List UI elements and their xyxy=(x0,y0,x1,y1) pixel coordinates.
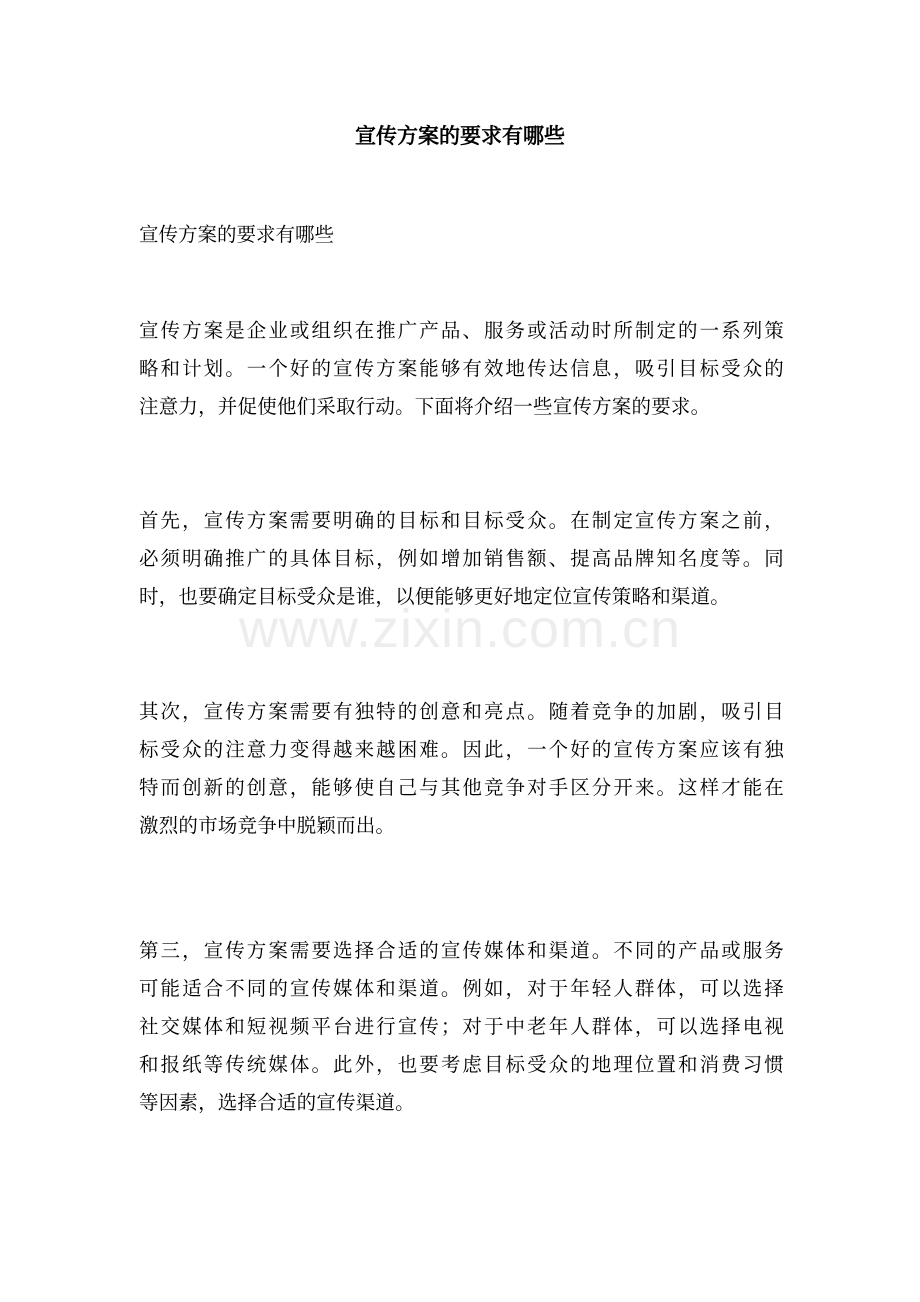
paragraph-second xyxy=(139,693,784,845)
paragraph-line: 和报纸等传统媒体。此外，也要考虑目标受众的地理位置和消费习惯 xyxy=(139,1053,784,1076)
paragraph-line: 宣传方案是企业或组织在推广产品、服务或活动时所制定的一系列策 xyxy=(139,319,784,342)
paragraph-line: 其次，宣传方案需要有独特的创意和亮点。随着竞争的加剧，吸引目 xyxy=(139,700,784,723)
paragraph-line: 时，也要确定目标受众是谁，以便能够更好地定位宣传策略和渠道。 xyxy=(139,585,731,608)
paragraph-line: 激烈的市场竞争中脱颖而出。 xyxy=(139,814,396,837)
paragraph-intro xyxy=(139,312,784,426)
paragraph-line: 等因素，选择合适的宣传渠道。 xyxy=(139,1091,415,1114)
paragraph-line: 社交媒体和短视频平台进行宣传；对于中老年人群体，可以选择电视 xyxy=(139,1015,784,1038)
paragraph-line: 可能适合不同的宣传媒体和渠道。例如，对于年轻人群体，可以选择 xyxy=(139,977,784,1000)
paragraph-line: 首先，宣传方案需要明确的目标和目标受众。在制定宣传方案之前， xyxy=(139,509,784,532)
paragraph-line: 必须明确推广的具体目标，例如增加销售额、提高品牌知名度等。同 xyxy=(139,547,784,570)
paragraph-line: 标受众的注意力变得越来越困难。因此，一个好的宣传方案应该有独 xyxy=(139,738,784,761)
paragraph-line: 注意力，并促使他们采取行动。下面将介绍一些宣传方案的要求。 xyxy=(139,395,711,418)
paragraph-line: 特而创新的创意，能够使自己与其他竞争对手区分开来。这样才能在 xyxy=(139,776,784,799)
document-subtitle: 宣传方案的要求有哪些 xyxy=(139,223,335,246)
document-title: 宣传方案的要求有哪些 xyxy=(355,123,565,148)
paragraph-line: 第三，宣传方案需要选择合适的宣传媒体和渠道。不同的产品或服务 xyxy=(139,939,784,962)
paragraph-third xyxy=(139,932,784,1122)
paragraph-line: 略和计划。一个好的宣传方案能够有效地传达信息，吸引目标受众的 xyxy=(139,357,784,380)
paragraph-first xyxy=(139,502,784,616)
watermark: www.zixin.com.cn xyxy=(238,599,682,659)
